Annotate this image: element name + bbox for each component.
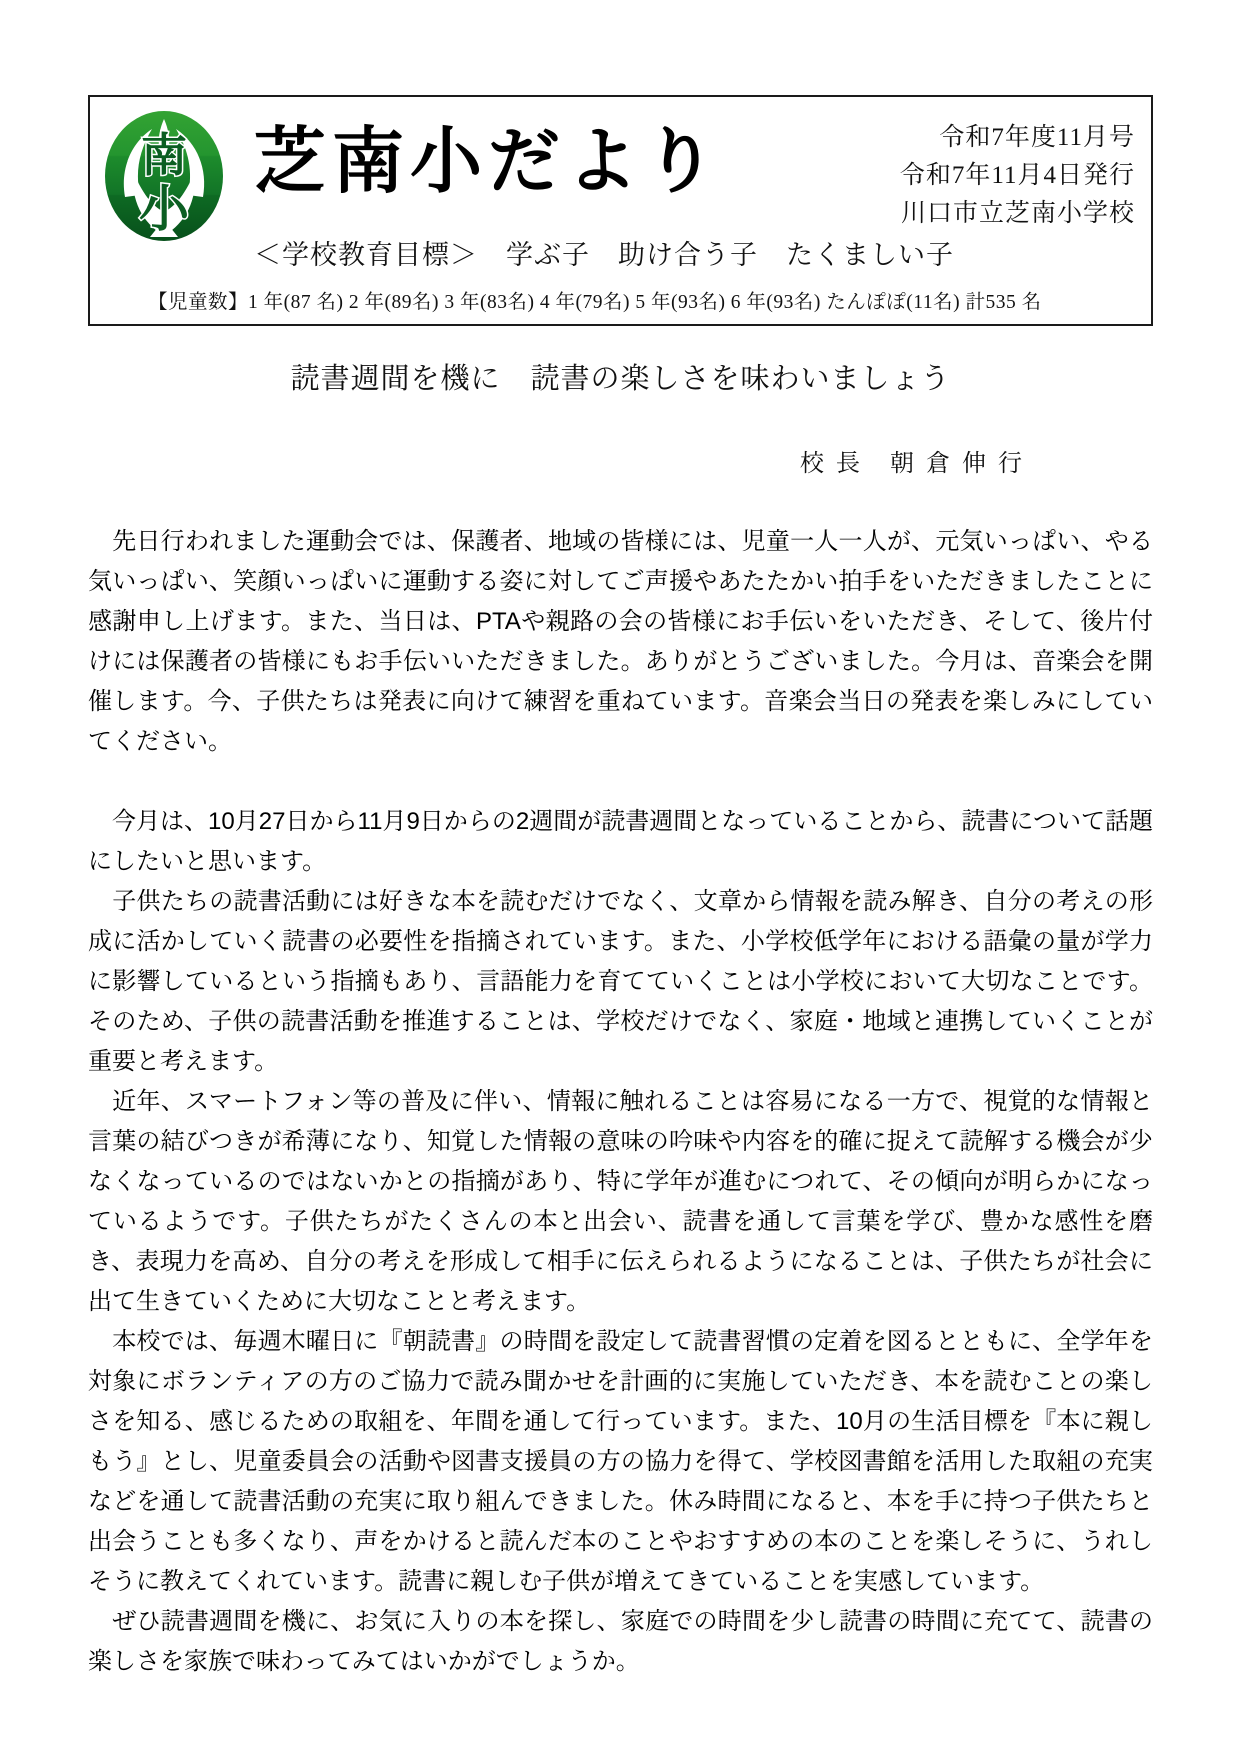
school-goal: ＜学校教育目標＞ 学ぶ子 助け合う子 たくましい子 bbox=[254, 240, 954, 270]
issue-number: 令和7年度11月号 bbox=[939, 124, 1135, 151]
publish-date: 令和7年11月4日発行 bbox=[899, 162, 1135, 189]
logo-char-top: 南 bbox=[141, 129, 187, 181]
newsletter-title: 芝南小だより bbox=[254, 122, 723, 202]
article-body bbox=[88, 522, 1153, 1682]
article-title: 読書週間を機に 読書の楽しさを味わいましょう bbox=[290, 363, 951, 395]
header-box bbox=[88, 95, 1153, 326]
school-name: 川口市立芝南小学校 bbox=[900, 200, 1135, 227]
school-logo-svg bbox=[102, 109, 226, 243]
issue-info-block bbox=[837, 107, 1139, 233]
article-paragraph: 今月は、10月27日から11月9日からの2週間が読書週間となっていることから、読書について話題にしたいと思います。 bbox=[88, 808, 1153, 875]
article-paragraph: 近年、スマートフォン等の普及に伴い、情報に触れることは容易になる一方で、視覚的な情報と言葉の結びつきが希薄になり、知覚した情報の意味の吟味や内容を的確に捉えて読解する機会が少なくなっているのではないかとの指摘があり、特に学年が進むにつれて、その傾向が明らかになっているようです。子供たちがたくさんの本と出会い、読書を通して言葉を学び、豊かな感性を磨き、表現力を高め、自分の考えを形成して相手に伝えられるようになることは、子供たちが社会に出て生きていくために大切なことと考えます。 bbox=[88, 1088, 1153, 1315]
enrollment-counts: 【児童数】1 年(87 名) 2 年(89名) 3 年(83名) 4 年(79名) 5 年(93名) 6 年(93名) たんぽぽ(11名) 計535 名 bbox=[148, 292, 1042, 313]
header-center-column bbox=[254, 107, 954, 272]
article-paragraph: ぜひ読書週間を機に、お気に入りの本を探し、家庭での時間を少し読書の時間に充てて、読書の楽しさを家族で味わってみてはいかがでしょうか。 bbox=[88, 1608, 1153, 1675]
article-paragraph: 子供たちの読書活動には好きな本を読むだけでなく、文章から情報を読み解き、自分の考えの形成に活かしていく読書の必要性を指摘されています。また、小学校低学年における語彙の量が学力に影響しているという指摘もあり、言語能力を育てていくことは小学校において大切なことです。そのため、子供の読書活動を推進することは、学校だけでなく、家庭・地域と連携していくことが重要と考えます。 bbox=[88, 888, 1153, 1075]
header-top-row bbox=[102, 107, 1139, 272]
author-line: 校 長 朝 倉 伸 行 bbox=[800, 451, 1025, 477]
article-paragraph: 先日行われました運動会では、保護者、地域の皆様には、児童一人一人が、元気いっぱい、やる気いっぱい、笑顔いっぱいに運動する姿に対してご声援やあたたかい拍手をいただきましたことに感謝申し上げます。また、当日は、PTAや親路の会の皆様にお手伝いをいただき、そして、後片付けには保護者の皆様にもお手伝いいただきました。ありがとうございました。今月は、音楽会を開催します。今、子供たちは発表に向けて練習を重ねています。音楽会当日の発表を楽しみにしていてください。 bbox=[88, 528, 1153, 755]
logo-char-bottom: 小 bbox=[139, 181, 189, 237]
school-logo-icon bbox=[102, 109, 226, 243]
article-paragraph: 本校では、毎週木曜日に『朝読書』の時間を設定して読書習慣の定着を図るとともに、全学年を対象にボランティアの方のご協力で読み聞かせを計画的に実施していただき、本を読むことの楽しさを知る、感じるための取組を、年間を通して行っています。また、10月の生活目標を『本に親しもう』とし、児童委員会の活動や図書支援員の方の協力を得て、学校図書館を活用した取組の充実などを通して読書活動の充実に取り組んできました。休み時間になると、本を手に持つ子供たちと出会うことも多くなり、声をかけると読んだ本のことやおすすめの本のことを楽しそうに、うれしそうに教えてくれています。読書に親しむ子供が増えてきていることを実感しています。 bbox=[88, 1328, 1153, 1595]
